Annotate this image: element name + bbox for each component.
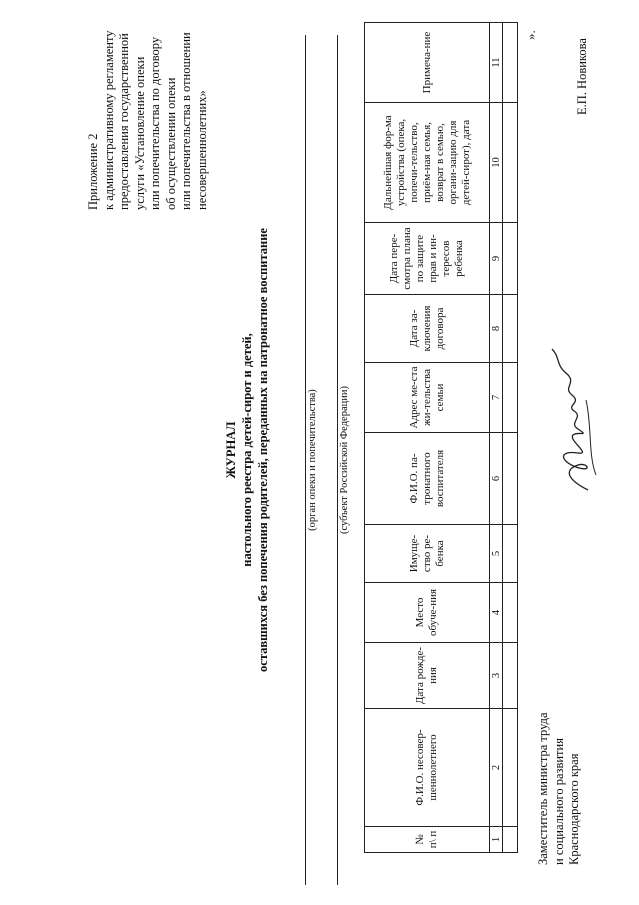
column-number: 1 — [490, 827, 503, 853]
column-number: 7 — [490, 363, 503, 433]
signer-name: Е.П. Новикова — [575, 38, 589, 115]
empty-data-row — [503, 23, 518, 853]
organ-caption: (орган опеки и попечительства) — [307, 389, 318, 531]
header-cell-note: Примеча-ние — [365, 23, 490, 103]
handwritten-signature — [548, 345, 608, 495]
table-header-row — [365, 23, 490, 853]
column-number: 3 — [490, 643, 503, 709]
signer-position-line: и социального развития — [551, 738, 566, 865]
appendix-line: или попечительства в отношении — [179, 32, 193, 210]
empty-cell — [503, 223, 518, 295]
signer-position — [536, 625, 583, 865]
subject-caption: (субъект Российской Федерации) — [339, 386, 350, 534]
appendix-line: предоставления государственной — [117, 33, 131, 210]
header-cell-property: Имуще-ство ре-бенка — [365, 525, 490, 583]
column-number: 4 — [490, 583, 503, 643]
empty-cell — [503, 23, 518, 103]
header-cell-foster-name: Ф.И.О. па-тронатного воспитателя — [365, 433, 490, 525]
empty-cell — [503, 433, 518, 525]
document-title — [223, 55, 271, 845]
empty-cell — [503, 363, 518, 433]
empty-cell — [503, 643, 518, 709]
appendix-block — [86, 10, 210, 210]
subject-fill-line — [337, 35, 338, 885]
appendix-line: к административному регламенту — [101, 30, 116, 210]
empty-cell — [503, 295, 518, 363]
header-cell-family-address: Адрес ме-ста жи-тельства семьи — [365, 363, 490, 433]
title-line-1: настольного реестра детей-сирот и детей, — [240, 333, 254, 567]
empty-cell — [503, 103, 518, 223]
column-number-row — [490, 23, 503, 853]
column-number: 9 — [490, 223, 503, 295]
header-cell-birth-date: Дата рожде-ния — [365, 643, 490, 709]
closing-quote: ». — [523, 30, 538, 40]
column-number: 5 — [490, 525, 503, 583]
signer-position-line: Заместитель министра труда — [536, 712, 550, 865]
appendix-line: об осуществлении опеки — [163, 77, 178, 210]
column-number: 6 — [490, 433, 503, 525]
signer-position-line: Краснодарского края — [567, 753, 581, 865]
appendix-line: услуги «Установление опеки — [132, 56, 147, 210]
empty-cell — [503, 583, 518, 643]
appendix-line: несовершеннолетних» — [194, 90, 209, 210]
header-cell-further-placement: Дальнейшая фор-ма устройства (опека, попечи-тельство, приём-ная семья, возврат в семью, органи-зацию для детей-сирот), дата — [365, 103, 490, 223]
column-number: 2 — [490, 709, 503, 827]
empty-cell — [503, 827, 518, 853]
appendix-line: или попечительства по договору — [148, 36, 162, 210]
journal-table — [364, 22, 518, 853]
organ-fill-line — [305, 35, 306, 885]
appendix-line: Приложение 2 — [86, 133, 100, 210]
title-line-2: оставшихся без попечения родителей, переданных на патронатное воспитание — [256, 228, 270, 672]
header-cell-number: № п\ п — [365, 827, 490, 853]
column-number: 11 — [490, 23, 503, 103]
header-cell-child-name: Ф.И.О. несовер-шеннолетнего — [365, 709, 490, 827]
title-heading: ЖУРНАЛ — [224, 421, 238, 479]
column-number: 8 — [490, 295, 503, 363]
empty-cell — [503, 525, 518, 583]
column-number: 10 — [490, 103, 503, 223]
header-cell-plan-review-date: Дата пере-смотра плана по защите прав и ин-тересов ребенка — [365, 223, 490, 295]
header-cell-contract-date: Дата за-ключения договора — [365, 295, 490, 363]
empty-cell — [503, 709, 518, 827]
header-cell-study-place: Место обуче-ния — [365, 583, 490, 643]
